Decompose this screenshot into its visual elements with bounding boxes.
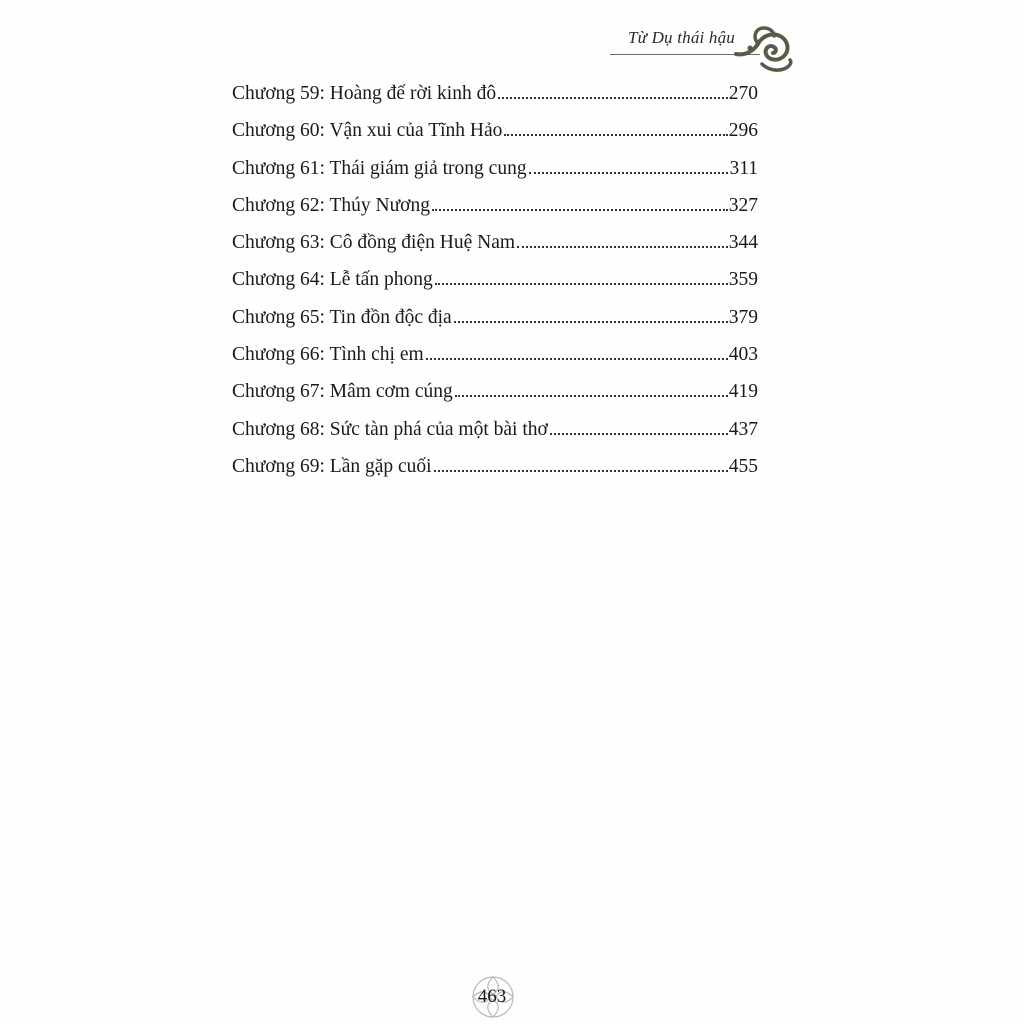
page-footer (462, 972, 522, 1022)
toc-entry-title: Chương 60: Vận xui của Tĩnh Hảo (232, 120, 503, 142)
toc-entry-page: 437 (728, 418, 758, 440)
toc-entry (232, 264, 758, 301)
toc-entry-title: Chương 69: Lần gặp cuối (232, 455, 432, 477)
dot-leader (504, 134, 727, 136)
toc-entry-title: Chương 64: Lễ tấn phong (232, 269, 433, 291)
cloud-swirl-icon (732, 20, 794, 82)
toc-entry-page: 270 (728, 83, 758, 104)
dot-leader (550, 433, 728, 435)
toc-entry-title: Chương 59: Hoàng đế rời kinh đô (232, 83, 497, 104)
toc-entry (232, 153, 758, 190)
toc-entry-title: Chương 66: Tình chị em (232, 344, 424, 366)
dot-leader (426, 358, 728, 360)
toc-entry-page: 379 (728, 306, 758, 328)
dot-leader (455, 395, 728, 397)
toc-entry-page: 327 (728, 194, 758, 216)
table-of-contents (232, 78, 758, 488)
dot-leader (434, 470, 728, 472)
toc-entry (232, 190, 758, 227)
toc-entry-page: 311 (729, 157, 758, 179)
toc-entry (232, 451, 758, 488)
toc-entry-title: Chương 68: Sức tàn phá của một bài thơ (232, 418, 548, 440)
dot-leader (435, 283, 728, 285)
toc-entry-page: 455 (728, 455, 758, 477)
running-title: Từ Dụ thái hậu (628, 28, 735, 47)
toc-entry (232, 115, 758, 152)
toc-entry (232, 227, 758, 264)
toc-entry (232, 302, 758, 339)
dot-leader (432, 209, 728, 211)
toc-entry-page: 403 (728, 344, 758, 366)
toc-entry-title: Chương 65: Tin đồn độc địa (232, 306, 452, 328)
toc-entry (232, 376, 758, 413)
toc-entry-page: 344 (728, 232, 758, 254)
dot-leader (498, 97, 728, 99)
toc-entry (232, 78, 758, 115)
toc-entry-page: 359 (728, 269, 758, 291)
toc-entry-title: Chương 63: Cô đồng điện Huệ Nam (232, 232, 516, 254)
toc-entry-page: 419 (728, 381, 758, 403)
toc-entry (232, 414, 758, 451)
toc-entry-title: Chương 67: Mâm cơm cúng (232, 381, 453, 403)
dot-leader (517, 246, 728, 248)
running-header (580, 14, 800, 74)
page-number: 463 (477, 986, 507, 1007)
toc-entry-page: 296 (728, 120, 758, 142)
toc-entry-title: Chương 62: Thúy Nương (232, 194, 430, 216)
toc-entry (232, 339, 758, 376)
dot-leader (529, 172, 729, 174)
dot-leader (454, 321, 728, 323)
toc-entry-title: Chương 61: Thái giám giả trong cung (232, 157, 527, 179)
